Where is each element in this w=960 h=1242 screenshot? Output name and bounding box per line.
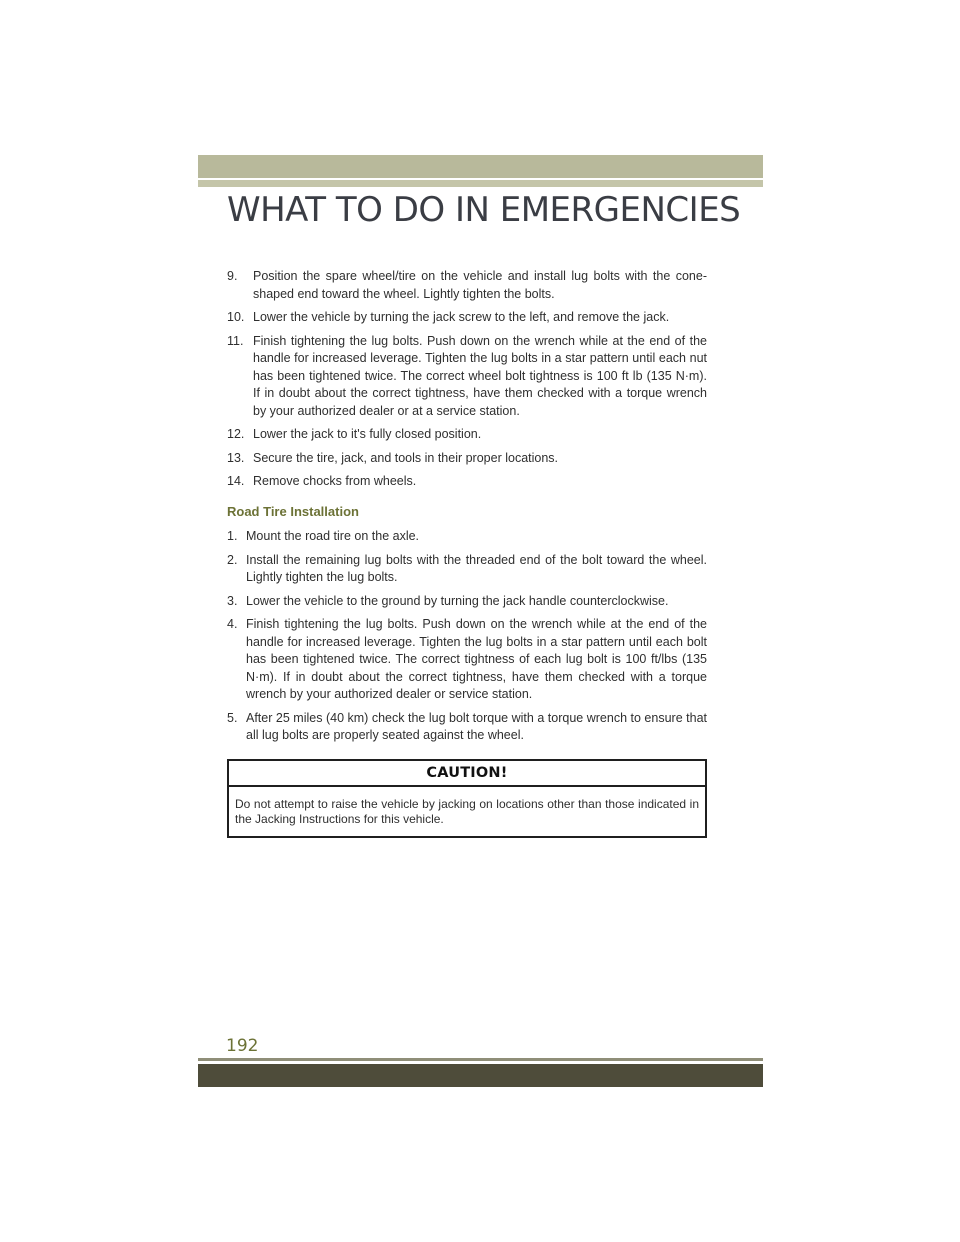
step-text: Install the remaining lug bolts with the threaded end of the bolt toward the wheel. Lightly tighten the lug bolts. [246, 552, 707, 584]
list-item [227, 309, 707, 327]
list-item [227, 473, 707, 491]
caution-title: CAUTION! [229, 761, 705, 788]
list-item [227, 710, 707, 745]
step-number: 12. [227, 427, 245, 441]
step-number: 9. [227, 269, 238, 283]
list-item [227, 528, 707, 546]
step-text: Lower the vehicle by turning the jack screw to the left, and remove the jack. [253, 310, 670, 324]
step-text: Position the spare wheel/tire on the vehicle and install lug bolts with the cone-shaped end toward the wheel. Lightly tighten the bolts. [253, 269, 707, 301]
header-rule [198, 180, 763, 187]
step-number: 10. [227, 310, 245, 324]
section-title: WHAT TO DO IN EMERGENCIES [227, 190, 741, 230]
step-text: Finish tightening the lug bolts. Push down on the wrench while at the end of the handle for increased leverage. Tighten the lug bolts in a star pattern until each nut has been tightened twice. The correct wheel bolt tightness is 100 ft lb (135 N·m). If in doubt about the correct tightness, have them checked with a torque wrench by your authorized dealer or at a service station. [253, 333, 707, 418]
footer-rule [198, 1058, 763, 1061]
step-number: 11. [227, 333, 244, 348]
step-number: 1. [227, 529, 238, 543]
step-number: 13. [227, 450, 245, 465]
step-text: Mount the road tire on the axle. [246, 529, 420, 543]
caution-box [227, 759, 707, 839]
road-tire-heading: Road Tire Installation [227, 503, 359, 519]
step-text: Secure the tire, jack, and tools in their proper locations. [253, 450, 559, 465]
list-item [227, 333, 707, 421]
step-text: Remove chocks from wheels. [253, 474, 417, 488]
step-number: 5. [227, 710, 238, 725]
step-text: Finish tightening the lug bolts. Push down on the wrench while at the end of the handle for increased leverage. Tighten the lug bolts in a star pattern until each bolt has been tightened twice. The correct tightness of each lug bolt is 100 ft/lbs (135 N·m). If in doubt about the correct tightness, have them checked with a torque wrench by your authorized dealer or service station. [246, 617, 707, 701]
step-number: 3. [227, 593, 238, 608]
list-item [227, 450, 707, 468]
step-text: After 25 miles (40 km) check the lug bolt torque with a torque wrench to ensure that all lug bolts are properly seated against the wheel. [246, 710, 707, 742]
page-number: 192 [226, 1036, 259, 1056]
footer-band [198, 1064, 763, 1087]
header-band [198, 155, 763, 178]
step-number: 14. [227, 474, 245, 488]
list-item [227, 268, 707, 303]
list-item [227, 426, 707, 444]
step-text: Lower the vehicle to the ground by turning the jack handle counterclockwise. [246, 593, 669, 608]
caution-body: Do not attempt to raise the vehicle by jacking on locations other than those indicated in the Jacking Instructions for this vehicle. [235, 797, 699, 826]
page-content [227, 268, 707, 838]
list-item [227, 593, 707, 611]
road-tire-steps-list [227, 528, 707, 745]
continued-steps-list [227, 268, 707, 491]
list-item [227, 552, 707, 587]
step-text: Lower the jack to it's fully closed position. [253, 427, 482, 441]
list-item [227, 616, 707, 704]
step-number: 2. [227, 552, 238, 567]
step-number: 4. [227, 617, 238, 631]
